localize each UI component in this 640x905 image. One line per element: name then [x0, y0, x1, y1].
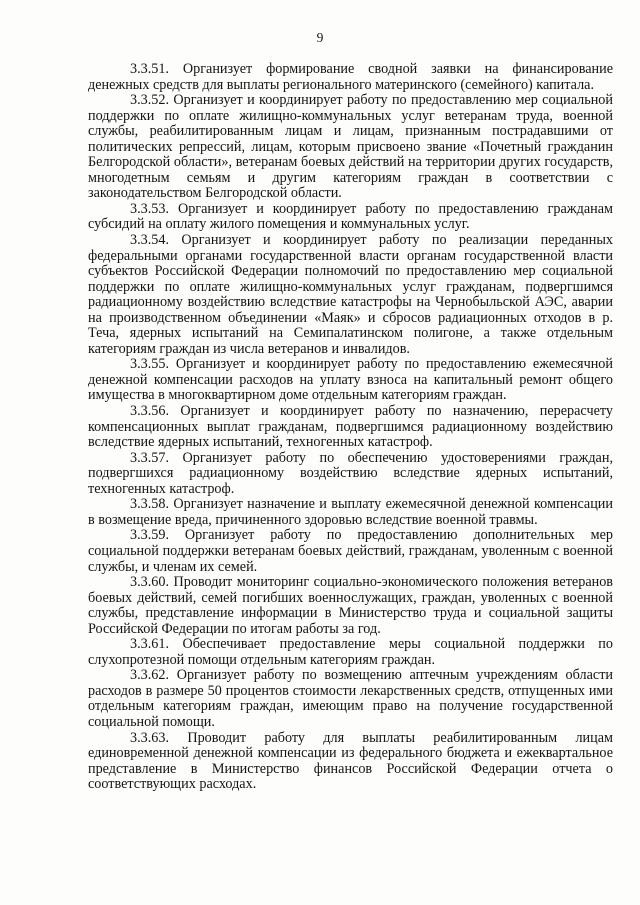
page-number: 9 [316, 30, 324, 45]
paragraph-3-3-62: 3.3.62. Организует работу по возмещению аптечным учреждениям области расходов в размере 50 процентов стоимости лекарственных средств, отпущенных ими отдельным категориям граждан, имеющим право на получение государственной социальной помощи. [88, 667, 613, 730]
paragraph-3-3-53: 3.3.53. Организует и координирует работу по предоставлению гражданам субсидий на оплату жилого помещения и коммунальных услуг. [88, 200, 613, 233]
paragraph-3-3-52: 3.3.52. Организует и координирует работу по предоставлению мер социальной поддержки по оплате жилищно-коммунальных услуг ветеранам труда, военной службы, реабилитированным лицам и лицам, признанным пострадавшими от политических репрессий, лицам, которым присвоено звание «Почетный гражданин Белгородской области», ветеранам боевых действий на территории других государств, многодетным семьям и другим категориям граждан в соответствии с законодательством Белгородской области. [88, 92, 613, 202]
paragraph-3-3-54: 3.3.54. Организует и координирует работу по реализации переданных федеральными органами государственной власти органам государственной власти субъектов Российской Федерации полномочий по предоставлению мер социальной поддержки по оплате жилищно-коммунальных услуг гражданам, подвергшимся радиационному воздействию вследствие катастрофы на Чернобыльской АЭС, аварии на производственном объединении «Маяк» и сбросов радиационных отходов в р. Теча, ядерных испытаний на Семипалатинском полигоне, а также отдельным категориям граждан из числа ветеранов и инвалидов. [88, 232, 613, 357]
paragraph-3-3-63: 3.3.63. Проводит работу для выплаты реабилитированным лицам единовременной денежной компенсации из федерального бюджета и ежеквартальное представление в Министерство финансов Российской Федерации отчета о соответствующих расходах. [88, 729, 613, 793]
paragraph-3-3-59: 3.3.59. Организует работу по предоставлению дополнительных мер социальной поддержки ветеранам боевых действий, гражданам, уволенным с военной службы, и членам их семей. [88, 527, 613, 575]
paragraph-3-3-56: 3.3.56. Организует и координирует работу по назначению, перерасчету компенсационных выплат гражданам, подвергшимся радиационному воздействию вследствие ядерных испытаний, техногенных катастроф. [88, 403, 613, 451]
paragraph-3-3-55: 3.3.55. Организует и координирует работу по предоставлению ежемесячной денежной компенсации расходов на уплату взноса на капитальный ремонт общего имущества в многоквартирном доме отдельным категориям граждан. [88, 356, 613, 404]
paragraph-3-3-57: 3.3.57. Организует работу по обеспечению удостоверениями граждан, подвергшихся радиационному воздействию вследствие ядерных испытаний, техногенных катастроф. [88, 449, 613, 497]
paragraph-3-3-61: 3.3.61. Обеспечивает предоставление меры социальной поддержки по слухопротезной помощи отдельным категориям граждан. [88, 636, 613, 668]
document-body [88, 62, 613, 793]
paragraph-3-3-51: 3.3.51. Организует формирование сводной заявки на финансирование денежных средств для выплаты регионального материнского (семейного) капитала. [88, 61, 613, 93]
paragraph-3-3-60: 3.3.60. Проводит мониторинг социально-экономического положения ветеранов боевых действий, семей погибших военнослужащих, граждан, уволенных с военной службы, представление информации в Министерство труда и социальной защиты Российской Федерации по итогам работы за год. [88, 574, 613, 637]
paragraph-3-3-58: 3.3.58. Организует назначение и выплату ежемесячной денежной компенсации в возмещение вреда, причиненного здоровью вследствие военной травмы. [88, 496, 613, 528]
